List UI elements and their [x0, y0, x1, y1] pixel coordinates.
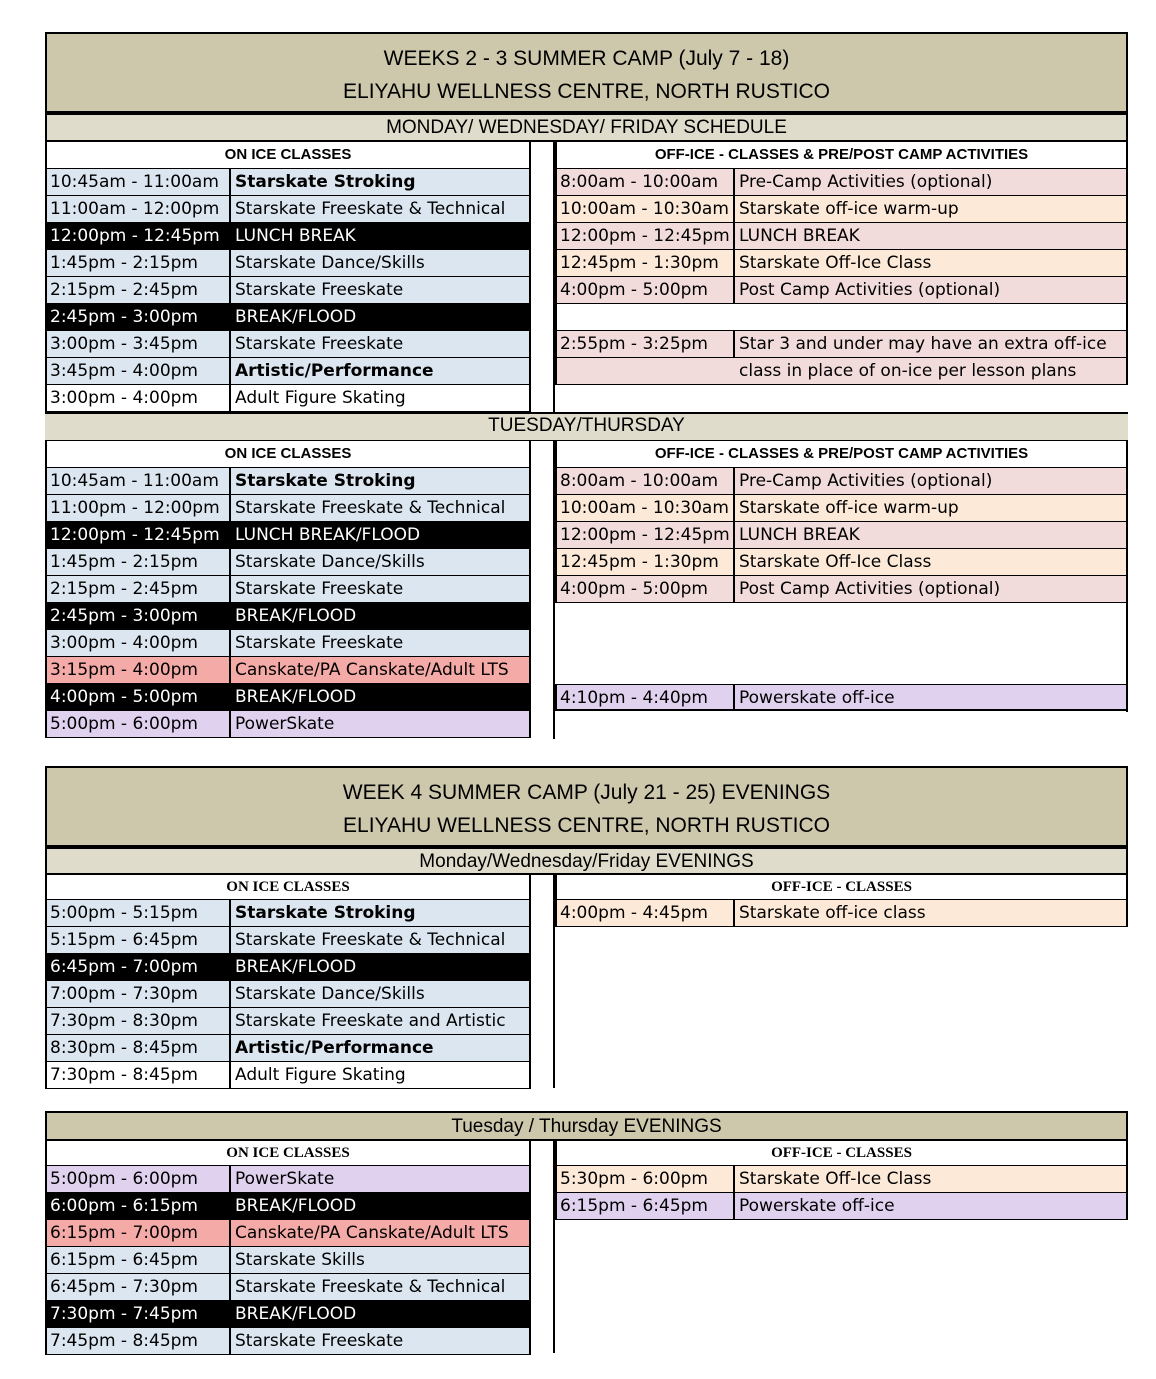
divider — [1126, 1141, 1128, 1218]
table-row — [555, 250, 1128, 277]
divider — [1126, 875, 1128, 927]
table-row — [47, 495, 529, 522]
activity-cell: Starskate Freeskate — [231, 331, 529, 357]
activity-cell: Starskate Freeskate & Technical — [231, 927, 529, 953]
tt-off-ice-table — [555, 468, 1128, 603]
activity-cell: Starskate Stroking — [231, 169, 529, 195]
time-cell: 6:15pm - 7:00pm — [47, 1220, 231, 1246]
time-cell: 6:00pm - 6:15pm — [47, 1193, 231, 1219]
activity-cell — [735, 304, 1128, 330]
time-cell: 2:45pm - 3:00pm — [47, 603, 231, 629]
activity-cell: BREAK/FLOOD — [231, 1301, 529, 1327]
s3-on-ice-header: ON ICE CLASSES — [45, 1141, 531, 1166]
table-row — [47, 549, 529, 576]
table-row — [47, 1035, 529, 1062]
divider — [553, 1141, 555, 1353]
table-row — [555, 468, 1128, 495]
activity-cell: Starskate Freeskate & Technical — [231, 1274, 529, 1300]
activity-cell: Starskate off-ice class — [735, 900, 1128, 926]
mwf-on-ice-table — [45, 169, 531, 412]
table-row — [47, 196, 529, 223]
activity-cell: Star 3 and under may have an extra off-ice — [735, 331, 1128, 357]
table-row — [47, 954, 529, 981]
divider — [1126, 441, 1128, 712]
section1-title-bar — [45, 32, 1128, 113]
activity-cell: Starskate Freeskate — [231, 1328, 529, 1354]
time-cell: 6:15pm - 6:45pm — [47, 1247, 231, 1273]
table-row — [47, 657, 529, 684]
activity-cell: Powerskate off-ice — [735, 685, 1128, 709]
time-cell: 7:00pm - 7:30pm — [47, 981, 231, 1007]
divider — [1126, 142, 1128, 277]
time-cell: 12:00pm - 12:45pm — [555, 522, 735, 548]
table-row — [47, 1247, 529, 1274]
table-row — [555, 304, 1128, 331]
activity-cell: Starskate Off-Ice Class — [735, 549, 1128, 575]
time-cell: 8:00am - 10:00am — [555, 468, 735, 494]
tt-off-ice-header: OFF-ICE - CLASSES & PRE/POST CAMP ACTIVITIES — [555, 441, 1128, 468]
activity-cell: Canskate/PA Canskate/Adult LTS — [231, 657, 529, 683]
tt-off-ice-late-row — [555, 684, 1128, 711]
table-row — [555, 549, 1128, 576]
activity-cell: Starskate Freeskate & Technical — [231, 495, 529, 521]
table-row — [555, 331, 1128, 358]
time-cell: 6:15pm - 6:45pm — [555, 1193, 735, 1219]
time-cell: 2:45pm - 3:00pm — [47, 304, 231, 330]
section1-title: WEEKS 2 - 3 SUMMER CAMP (July 7 - 18) — [383, 47, 790, 70]
section1-mwf-label: MONDAY/ WEDNESDAY/ FRIDAY SCHEDULE — [45, 113, 1128, 142]
table-row — [47, 1062, 529, 1089]
table-row — [47, 603, 529, 630]
activity-cell: Pre-Camp Activities (optional) — [735, 169, 1128, 195]
section1-tt-label-text: TUESDAY/THURSDAY — [488, 415, 685, 436]
activity-cell: PowerSkate — [231, 711, 529, 737]
activity-cell: Starskate Dance/Skills — [231, 981, 529, 1007]
activity-cell: BREAK/FLOOD — [231, 954, 529, 980]
time-cell: 2:15pm - 2:45pm — [47, 576, 231, 602]
time-cell: 11:00am - 12:00pm — [47, 196, 231, 222]
table-row — [555, 277, 1128, 304]
table-row — [47, 277, 529, 304]
time-cell: 4:00pm - 5:00pm — [555, 576, 735, 602]
table-row — [47, 900, 529, 927]
time-cell — [555, 358, 735, 384]
table-row — [555, 169, 1128, 196]
time-cell: 4:00pm - 5:00pm — [555, 277, 735, 303]
section2-title: WEEK 4 SUMMER CAMP (July 21 - 25) EVENINGS — [342, 781, 831, 804]
table-row — [47, 1274, 529, 1301]
activity-cell: Adult Figure Skating — [231, 1062, 529, 1088]
section2-mwf-label: Monday/Wednesday/Friday EVENINGS — [45, 847, 1128, 875]
table-row — [47, 468, 529, 495]
divider — [553, 142, 555, 412]
table-row — [47, 522, 529, 549]
time-cell: 12:00pm - 12:45pm — [47, 223, 231, 249]
tt-on-ice-header: ON ICE CLASSES — [45, 441, 531, 468]
time-cell: 6:45pm - 7:00pm — [47, 954, 231, 980]
time-cell: 12:45pm - 1:30pm — [555, 250, 735, 276]
time-cell: 5:00pm - 5:15pm — [47, 900, 231, 926]
time-cell — [555, 304, 735, 330]
section1-venue: ELIYAHU WELLNESS CENTRE, NORTH RUSTICO — [343, 80, 830, 103]
activity-cell: Starskate Dance/Skills — [231, 250, 529, 276]
activity-cell: Powerskate off-ice — [735, 1193, 1128, 1219]
time-cell: 2:55pm - 3:25pm — [555, 331, 735, 357]
time-cell: 10:00am - 10:30am — [555, 495, 735, 521]
table-row — [47, 169, 529, 196]
activity-cell: BREAK/FLOOD — [231, 684, 529, 710]
activity-cell: BREAK/FLOOD — [231, 304, 529, 330]
s2-on-ice-header: ON ICE CLASSES — [45, 875, 531, 900]
time-cell: 11:00pm - 12:00pm — [47, 495, 231, 521]
activity-cell: Starskate Freeskate — [231, 277, 529, 303]
time-cell: 7:30pm - 7:45pm — [47, 1301, 231, 1327]
time-cell: 7:30pm - 8:45pm — [47, 1062, 231, 1088]
time-cell: 4:00pm - 5:00pm — [47, 684, 231, 710]
section2-title-bar — [45, 766, 1128, 847]
table-row — [47, 250, 529, 277]
table-row — [47, 331, 529, 358]
section3-title-bar: Tuesday / Thursday EVENINGS — [45, 1111, 1128, 1141]
activity-cell: Starskate off-ice warm-up — [735, 196, 1128, 222]
time-cell: 8:00am - 10:00am — [555, 169, 735, 195]
time-cell: 3:15pm - 4:00pm — [47, 657, 231, 683]
time-cell: 12:00pm - 12:45pm — [555, 223, 735, 249]
activity-cell: LUNCH BREAK — [735, 223, 1128, 249]
activity-cell: BREAK/FLOOD — [231, 603, 529, 629]
time-cell: 3:00pm - 4:00pm — [47, 385, 231, 411]
time-cell: 4:10pm - 4:40pm — [555, 685, 735, 709]
s3-off-ice-table — [555, 1166, 1128, 1220]
table-row — [47, 1220, 529, 1247]
table-row — [47, 630, 529, 657]
time-cell: 4:00pm - 4:45pm — [555, 900, 735, 926]
time-cell: 2:15pm - 2:45pm — [47, 277, 231, 303]
time-cell: 5:00pm - 6:00pm — [47, 1166, 231, 1192]
time-cell: 8:30pm - 8:45pm — [47, 1035, 231, 1061]
s2-on-ice-table — [45, 900, 531, 1089]
table-row — [47, 304, 529, 331]
activity-cell: Artistic/Performance — [231, 358, 529, 384]
activity-cell: Adult Figure Skating — [231, 385, 529, 411]
activity-cell: Starskate Stroking — [231, 468, 529, 494]
time-cell: 3:45pm - 4:00pm — [47, 358, 231, 384]
table-row — [47, 223, 529, 250]
table-row — [47, 1301, 529, 1328]
activity-cell: Post Camp Activities (optional) — [735, 576, 1128, 602]
tt-on-ice-table — [45, 468, 531, 738]
activity-cell: Starskate Freeskate — [231, 630, 529, 656]
time-cell: 3:00pm - 3:45pm — [47, 331, 231, 357]
s2-off-ice-header: OFF-ICE - CLASSES — [555, 875, 1128, 900]
activity-cell: Starskate Freeskate — [231, 576, 529, 602]
table-row — [555, 1193, 1128, 1220]
section2-venue: ELIYAHU WELLNESS CENTRE, NORTH RUSTICO — [343, 814, 830, 837]
table-row — [555, 684, 1128, 711]
table-row — [47, 927, 529, 954]
table-row — [555, 900, 1128, 927]
table-row — [47, 576, 529, 603]
table-row — [555, 1166, 1128, 1193]
table-row — [555, 358, 1128, 385]
time-cell: 7:30pm - 8:30pm — [47, 1008, 231, 1034]
time-cell: 10:00am - 10:30am — [555, 196, 735, 222]
table-row — [555, 576, 1128, 603]
activity-cell: Starskate Dance/Skills — [231, 549, 529, 575]
s3-on-ice-table — [45, 1166, 531, 1355]
table-row — [555, 196, 1128, 223]
mwf-off-ice-header: OFF-ICE - CLASSES & PRE/POST CAMP ACTIVITIES — [555, 142, 1128, 169]
activity-cell: Artistic/Performance — [231, 1035, 529, 1061]
time-cell: 5:15pm - 6:45pm — [47, 927, 231, 953]
activity-cell: Starskate Off-Ice Class — [735, 250, 1128, 276]
mwf-on-ice-header: ON ICE CLASSES — [45, 142, 531, 169]
table-row — [47, 981, 529, 1008]
activity-cell: LUNCH BREAK — [735, 522, 1128, 548]
time-cell: 5:30pm - 6:00pm — [555, 1166, 735, 1192]
table-row — [47, 1328, 529, 1355]
activity-cell: PowerSkate — [231, 1166, 529, 1192]
activity-cell: Post Camp Activities (optional) — [735, 277, 1128, 303]
activity-cell: LUNCH BREAK/FLOOD — [231, 522, 529, 548]
time-cell: 10:45am - 11:00am — [47, 468, 231, 494]
table-row — [47, 711, 529, 738]
table-row — [47, 684, 529, 711]
time-cell: 1:45pm - 2:15pm — [47, 549, 231, 575]
activity-cell: Pre-Camp Activities (optional) — [735, 468, 1128, 494]
time-cell: 12:00pm - 12:45pm — [47, 522, 231, 548]
table-row — [47, 358, 529, 385]
activity-cell: BREAK/FLOOD — [231, 1193, 529, 1219]
table-row — [47, 1008, 529, 1035]
time-cell: 7:45pm - 8:45pm — [47, 1328, 231, 1354]
activity-cell: Starskate Freeskate & Technical — [231, 196, 529, 222]
table-row — [555, 495, 1128, 522]
activity-cell: Starskate off-ice warm-up — [735, 495, 1128, 521]
time-cell: 5:00pm - 6:00pm — [47, 711, 231, 737]
activity-cell: class in place of on-ice per lesson plans — [735, 358, 1128, 384]
table-row — [47, 1166, 529, 1193]
time-cell: 3:00pm - 4:00pm — [47, 630, 231, 656]
time-cell: 6:45pm - 7:30pm — [47, 1274, 231, 1300]
s2-off-ice-table — [555, 900, 1128, 927]
divider — [553, 875, 555, 1088]
time-cell: 1:45pm - 2:15pm — [47, 250, 231, 276]
table-row — [47, 385, 529, 412]
mwf-off-ice-table — [555, 169, 1128, 385]
table-row — [47, 1193, 529, 1220]
activity-cell: Starskate Freeskate and Artistic — [231, 1008, 529, 1034]
activity-cell: Starskate Stroking — [231, 900, 529, 926]
activity-cell: Canskate/PA Canskate/Adult LTS — [231, 1220, 529, 1246]
activity-cell: Starskate Off-Ice Class — [735, 1166, 1128, 1192]
time-cell: 12:45pm - 1:30pm — [555, 549, 735, 575]
time-cell: 10:45am - 11:00am — [47, 169, 231, 195]
table-row — [555, 223, 1128, 250]
activity-cell: LUNCH BREAK — [231, 223, 529, 249]
activity-cell: Starskate Skills — [231, 1247, 529, 1273]
s3-off-ice-header: OFF-ICE - CLASSES — [555, 1141, 1128, 1166]
table-row — [555, 522, 1128, 549]
